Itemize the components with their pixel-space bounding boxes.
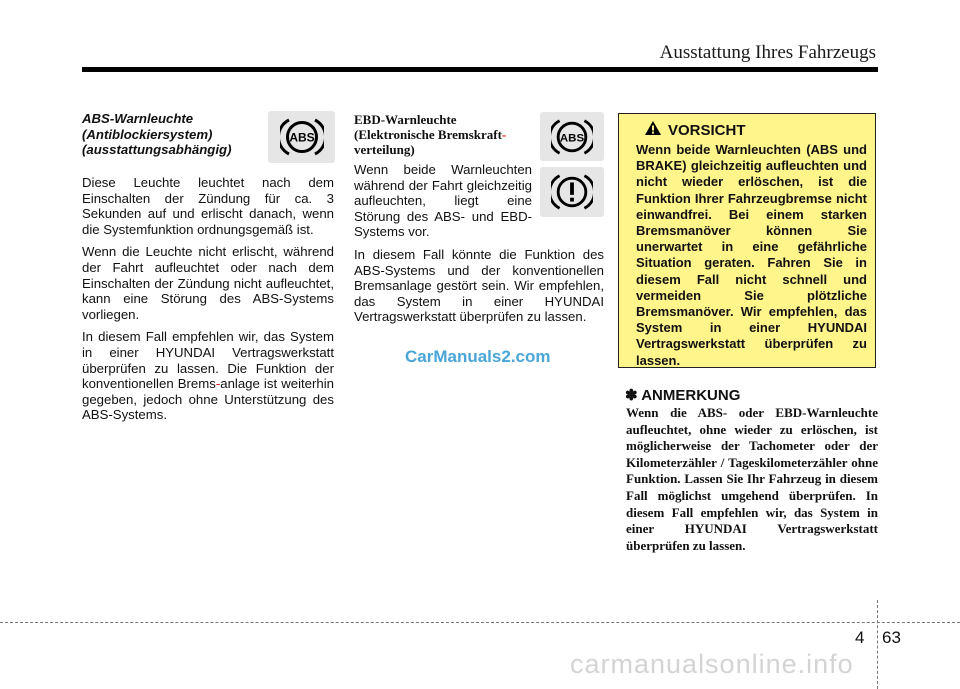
ebd-heading-line3: verteilung)	[354, 142, 415, 157]
footer-rule	[0, 622, 960, 623]
chapter-number: 4	[855, 628, 865, 647]
abs-warning-icon	[540, 112, 604, 161]
abs-warning-icon	[268, 111, 335, 163]
left-column	[82, 111, 334, 430]
ebd-heading-line1: EBD-Warnleuchte	[354, 112, 457, 127]
site-watermark: carmanualsonline.info	[570, 649, 854, 679]
abs-heading-line1: ABS-Warnleuchte	[82, 111, 194, 126]
abs-heading-line3: (ausstattungsabhängig)	[82, 142, 232, 158]
caution-body: Wenn beide Warnleuchten (ABS und BRAKE) gleichzeitig aufleuchten und nicht wieder erlöschen, ist die Funktion Ihrer Fahrzeugbremse nicht einwandfrei. Bei einem starken Bremsmanöver können Sie unerwartet in eine gefährliche Situation geraten. Fahren Sie in diesem Fall nicht schnell und vermeiden Sie plötzliche Bremsmanöver. Wir empfehlen, das System in einer HYUNDAI Vertragswerkstatt überprüfen zu lassen.	[636, 142, 867, 368]
ebd-paragraph-1: Wenn beide Warnleuchten während der Fahrt gleichzeitig aufleuchten, liegt eine Störung des ABS- und EBD-Systems vor.	[354, 162, 532, 240]
abs-heading	[82, 111, 334, 175]
abs-paragraph-3a: In diesem Fall empfehlen wir, das System in einer HYUNDAI Vertragswerkstatt überprüfen zu lassen. Die Funktion der konventionellen Brems	[82, 329, 334, 392]
note-body: Wenn die ABS- oder EBD-Warnleuchte aufleuchtet, ohne wieder zu erlöschen, ist möglicherweise der Tachometer oder der Kilometerzähler / Tageskilometerzähler ohne Funktion. Lassen Sie Ihr Fahrzeug in diesem Fall möglichst umgehend überprüfen. In diesem Fall empfehlen wir, das System in einer HYUNDAI Vertragswerkstatt überprüfen zu lassen.	[626, 405, 878, 553]
abs-heading-line2: (Antiblockiersystem)	[82, 126, 213, 142]
caution-title: VORSICHT	[668, 121, 746, 139]
note-title: ANMERKUNG	[641, 387, 741, 404]
brake-warning-icon	[540, 167, 604, 217]
hyphen: -	[501, 127, 507, 142]
warning-triangle-icon	[644, 120, 662, 140]
header-rule	[82, 67, 878, 72]
note-title-row	[625, 386, 740, 404]
svg-text:ABS: ABS	[559, 131, 585, 144]
footer-divider	[877, 600, 878, 689]
page-number: 63	[882, 628, 901, 647]
caution-box	[618, 113, 876, 368]
ebd-paragraph-2: In diesem Fall könnte die Funktion des ABS-Systems und der konventionellen Bremsanlage gestört sein. Wir empfehlen, das System in einer HYUNDAI Vertragswerkstatt überprüfen zu lassen.	[354, 246, 604, 325]
caution-title-row	[644, 120, 867, 140]
watermark: CarManuals2.com	[405, 347, 551, 366]
ebd-heading-line2-text: (Elektronische Bremskraft	[354, 127, 502, 142]
abs-paragraph-1: Diese Leuchte leuchtet nach dem Einschalten der Zündung für ca. 3 Sekunden auf und erlischt danach, wenn die Systemfunktion ordnungsgemäß ist.	[82, 175, 334, 237]
hyphen: -	[215, 376, 221, 392]
abs-paragraph-3	[82, 329, 334, 423]
abs-paragraph-2: Wenn die Leuchte nicht erlischt, während der Fahrt aufleuchtet oder nach dem Einschalten der Zündung nicht aufleuchtet, kann eine Störung des ABS-Systems vorliegen.	[82, 244, 334, 322]
svg-text:ABS: ABS	[288, 130, 315, 145]
note-symbol: ✽	[625, 387, 638, 404]
header-title: Ausstattung Ihres Fahrzeugs	[659, 42, 876, 63]
middle-column	[354, 112, 604, 332]
abs-paragraph-3b: anlage ist weiterhin gegeben, jedoch ohne Unterstützung des ABS-Systems.	[82, 376, 334, 423]
